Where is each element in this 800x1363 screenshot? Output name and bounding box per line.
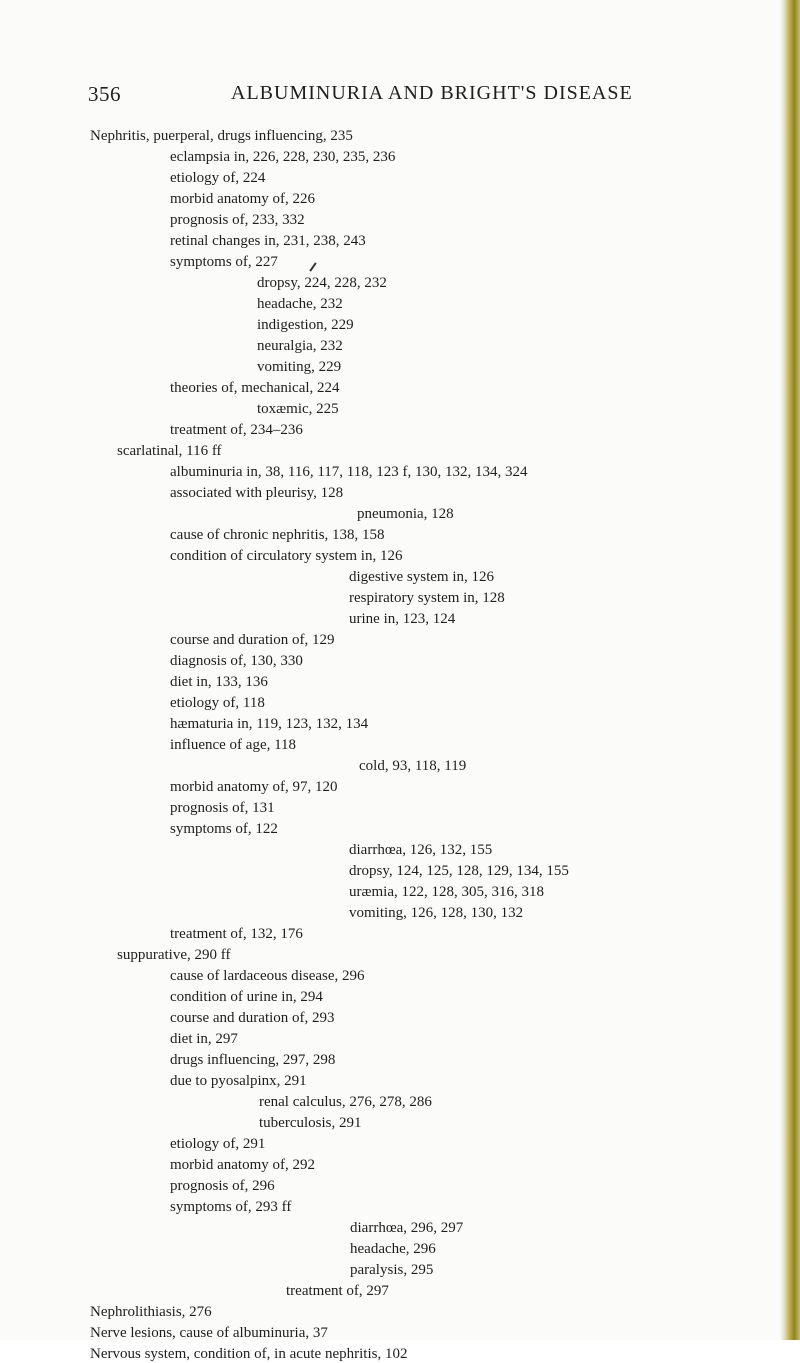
index-entry: Nephrolithiasis, 276 bbox=[90, 1304, 212, 1320]
index-entry: paralysis, 295 bbox=[350, 1262, 434, 1278]
index-entry: morbid anatomy of, 226 bbox=[170, 191, 315, 207]
index-entry: theories of, mechanical, 224 bbox=[170, 380, 340, 396]
index-entry: etiology of, 118 bbox=[170, 695, 265, 711]
index-entry: diagnosis of, 130, 330 bbox=[170, 653, 303, 669]
index-entry: etiology of, 224 bbox=[170, 170, 266, 186]
index-entry: etiology of, 291 bbox=[170, 1136, 266, 1152]
index-entry: vomiting, 126, 128, 130, 132 bbox=[349, 905, 524, 921]
index-entry: eclampsia in, 226, 228, 230, 235, 236 bbox=[170, 149, 396, 165]
index-entry: treatment of, 297 bbox=[286, 1283, 389, 1299]
index-entry: symptoms of, 227 bbox=[170, 254, 278, 270]
index-entry: dropsy, 224, 228, 232 bbox=[257, 275, 387, 291]
index-entry: symptoms of, 293 ff bbox=[170, 1199, 292, 1215]
index-entry: prognosis of, 296 bbox=[170, 1178, 275, 1194]
index-entry: diarrhœa, 126, 132, 155 bbox=[349, 842, 493, 858]
index-entry: due to pyosalpinx, 291 bbox=[170, 1073, 307, 1089]
index-entry: headache, 232 bbox=[257, 296, 343, 312]
index-entry: diet in, 133, 136 bbox=[170, 674, 268, 690]
page-number: 356 bbox=[88, 82, 121, 106]
running-title: ALBUMINURIA AND BRIGHT'S DISEASE bbox=[231, 82, 633, 104]
index-entry: urine in, 123, 124 bbox=[349, 611, 456, 627]
index-entry: diet in, 297 bbox=[170, 1031, 238, 1047]
index-entry: renal calculus, 276, 278, 286 bbox=[259, 1094, 432, 1110]
index-entry: suppurative, 290 ff bbox=[117, 947, 231, 963]
binding-edge bbox=[786, 0, 800, 1340]
index-entry: tuberculosis, 291 bbox=[259, 1115, 362, 1131]
index-entry: condition of urine in, 294 bbox=[170, 989, 323, 1005]
index-entry: dropsy, 124, 125, 128, 129, 134, 155 bbox=[349, 863, 569, 879]
index-entry: uræmia, 122, 128, 305, 316, 318 bbox=[349, 884, 544, 900]
index-entry: indigestion, 229 bbox=[257, 317, 354, 333]
index-entry: vomiting, 229 bbox=[257, 359, 342, 375]
index-entry: cause of chronic nephritis, 138, 158 bbox=[170, 527, 385, 543]
index-entry: drugs influencing, 297, 298 bbox=[170, 1052, 336, 1068]
page-header bbox=[88, 82, 648, 112]
index-entry: toxæmic, 225 bbox=[257, 401, 339, 417]
index-entry: condition of circulatory system in, 126 bbox=[170, 548, 403, 564]
index-entry: influence of age, 118 bbox=[170, 737, 297, 753]
index-entry: retinal changes in, 231, 238, 243 bbox=[170, 233, 366, 249]
index-entry: treatment of, 132, 176 bbox=[170, 926, 303, 942]
index-entry: prognosis of, 131 bbox=[170, 800, 275, 816]
index-entry: course and duration of, 129 bbox=[170, 632, 335, 648]
index-entry: prognosis of, 233, 332 bbox=[170, 212, 305, 228]
index-entry: symptoms of, 122 bbox=[170, 821, 278, 837]
index-entry: treatment of, 234–236 bbox=[170, 422, 303, 438]
index-entry: Nerve lesions, cause of albuminuria, 37 bbox=[90, 1325, 328, 1341]
index-entry: respiratory system in, 128 bbox=[349, 590, 505, 606]
index-entry: morbid anatomy of, 97, 120 bbox=[170, 779, 338, 795]
index-entry: headache, 296 bbox=[350, 1241, 436, 1257]
index-entry: diarrhœa, 296, 297 bbox=[350, 1220, 464, 1236]
index-entry: morbid anatomy of, 292 bbox=[170, 1157, 315, 1173]
index-entry: scarlatinal, 116 ff bbox=[117, 443, 222, 459]
index-entry: associated with pleurisy, 128 bbox=[170, 485, 344, 501]
index-entry: course and duration of, 293 bbox=[170, 1010, 335, 1026]
index-entry: neuralgia, 232 bbox=[257, 338, 343, 354]
index-entry: hæmaturia in, 119, 123, 132, 134 bbox=[170, 716, 369, 732]
index-entry: pneumonia, 128 bbox=[357, 506, 454, 522]
index-entry: cold, 93, 118, 119 bbox=[359, 758, 467, 774]
index-entry: Nervous system, condition of, in acute nephritis, 102 bbox=[90, 1346, 408, 1362]
index-entry: cause of lardaceous disease, 296 bbox=[170, 968, 365, 984]
index-entry: digestive system in, 126 bbox=[349, 569, 494, 585]
index-entry: Nephritis, puerperal, drugs influencing, 235 bbox=[90, 128, 353, 144]
stray-ink-mark bbox=[309, 262, 316, 271]
index-entry: albuminuria in, 38, 116, 117, 118, 123 f, 130, 132, 134, 324 bbox=[170, 464, 528, 480]
